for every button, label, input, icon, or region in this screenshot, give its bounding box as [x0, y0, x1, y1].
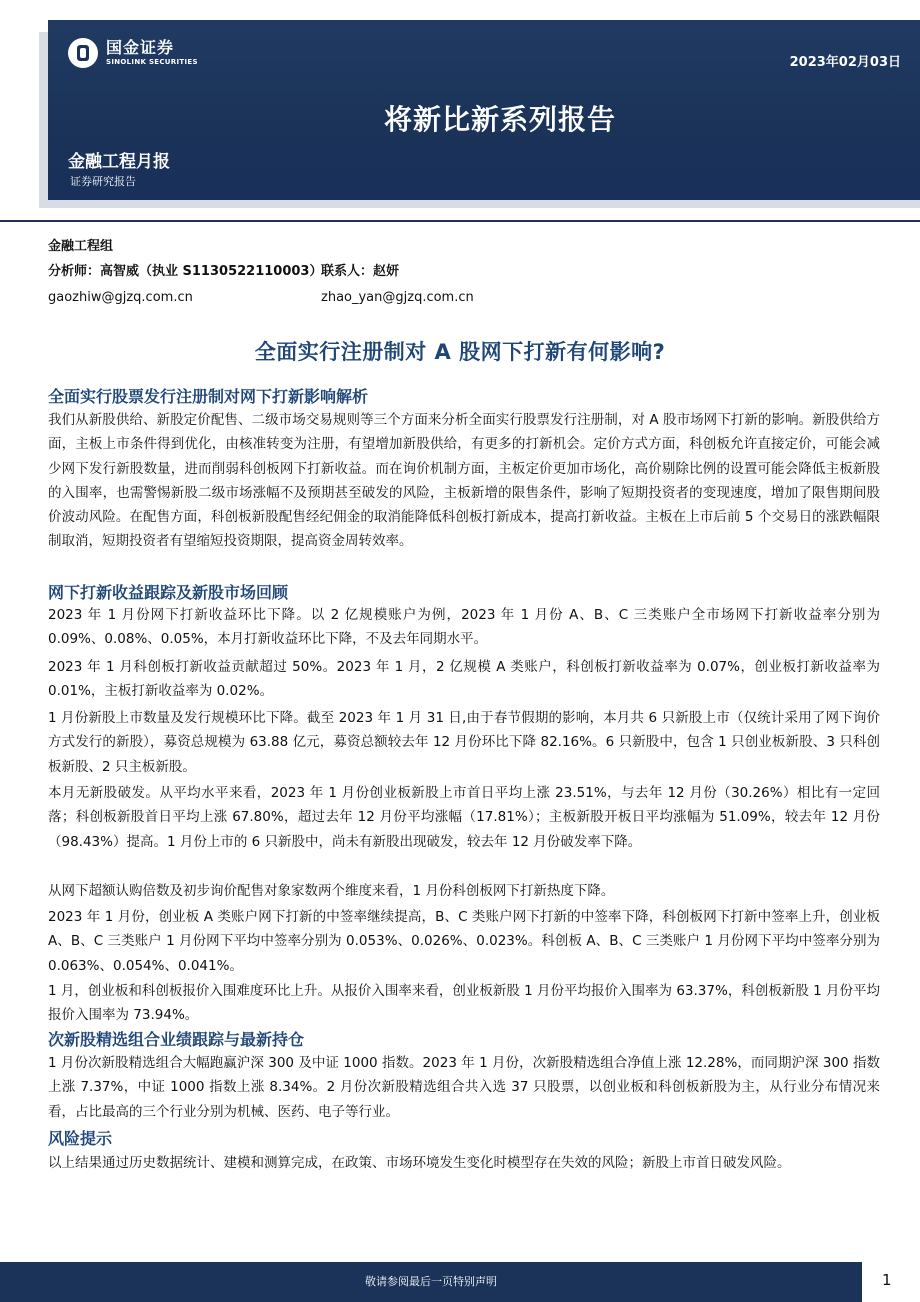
author-group: 金融工程组 [48, 239, 114, 254]
sinolink-logo-icon [68, 38, 98, 68]
paragraph-heat: 从网下超额认购倍数及初步询价配售对象家数两个维度来看，1 月份科创板网下打新热度下降。 [48, 883, 615, 899]
paragraph-portfolio: 1 月份次新股精选组合大幅跑赢沪深 300 及中证 1000 指数。2023 年 1 月份，次新股精选组合净值上涨 12.28%，而同期沪深 300 指数上涨 7.37%，中证 1000 指数上涨 8.34%。2 月份次新股精选组合共入选 37 只股票，以创业板和科创板新股为主，从行业分布情况来看，占比最高的三个行业分别为机械、医药、电子等行业。 [48, 1055, 880, 1120]
paragraph-risk: 以上结果通过历史数据统计、建模和测算完成，在政策、市场环境发生变化时模型存在失效的风险；新股上市首日破发风险。 [48, 1155, 791, 1171]
section-title-portfolio: 次新股精选组合业绩跟踪与最新持仓 [48, 1030, 305, 1049]
analyst-line: 分析师：高智威（执业 S1130522110003） [48, 264, 323, 279]
page-number: 1 [882, 1271, 892, 1289]
brand-name-cn: 国金证券 [106, 38, 175, 57]
paragraph-star-contribution: 2023 年 1 月科创板打新收益贡献超过 50%。2023 年 1 月，2 亿规模 A 类账户，科创板打新收益率为 0.07%，创业板打新收益率为 0.01%，主板打新收益率为 0.02%。 [48, 659, 880, 700]
report-header-banner [48, 20, 920, 200]
footer-bar [0, 1262, 862, 1302]
section-title-risk: 风险提示 [48, 1129, 113, 1148]
footer-disclaimer-note: 敬请参阅最后一页特别声明 [365, 1275, 497, 1288]
analyst-email: gaozhiw@gjzq.com.cn [48, 290, 193, 305]
report-subtype: 证券研究报告 [70, 175, 136, 188]
section-title-ipo-review: 网下打新收益跟踪及新股市场回顾 [48, 583, 289, 602]
report-main-title: 全面实行注册制对 A 股网下打新有何影响? [254, 340, 666, 364]
brand-logo [68, 38, 198, 68]
section-title-registration-impact: 全面实行股票发行注册制对网下打新影响解析 [48, 387, 369, 406]
header-divider [0, 220, 920, 222]
paragraph-first-day-gain: 本月无新股破发。从平均水平来看，2023 年 1 月份创业板新股上市首日平均上涨 23.51%，与去年 12 月份（30.26%）相比有一定回落；科创板新股首日平均上涨 67.80%，超过去年 12 月份平均涨幅（17.81%）；主板新股开板日平均涨幅为 51.09%，较去年 12 月份（98.43%）提高。1 月份上市的 6 只新股中，尚未有新股出现破发，较去年 12 月份破发率下降。 [48, 785, 880, 850]
paragraph-registration-impact: 我们从新股供给、新股定价配售、二级市场交易规则等三个方面来分析全面实行股票发行注册制，对 A 股市场网下打新的影响。新股供给方面，主板上市条件得到优化，由核准转变为注册，有望增加新股供给，有更多的打新机会。定价方式方面，科创板允许直接定价，可能会减少网下发行新股数量，进而削弱科创板网下打新收益。而在询价机制方面，主板定价更加市场化，高价剔除比例的设置可能会降低主板新股的入围率，也需警惕新股二级市场涨幅不及预期甚至破发的风险，主板新增的限售条件，影响了短期投资者的变现速度，增加了限售期间股价波动风险。在配售方面，科创板新股配售经纪佣金的取消能降低科创板打新成本，提高打新收益。主板在上市后前 5 个交易日的涨跌幅限制取消，短期投资者有望缩短投资期限，提高资金周转效率。 [48, 412, 880, 550]
paragraph-win-rate: 2023 年 1 月份，创业板 A 类账户网下打新的中签率继续提高，B、C 类账户网下打新的中签率下降，科创板网下打新中签率上升，创业板 A、B、C 三类账户 1 月份网下平均中签率分别为 0.053%、0.026%、0.023%。科创板 A、B、C 三类账户 1 月份网下平均中签率分别为 0.063%、0.054%、0.041%。 [48, 909, 880, 974]
brand-name-en: SINOLINK SECURITIES [106, 58, 198, 66]
series-title: 将新比新系列报告 [384, 103, 617, 136]
report-type: 金融工程月报 [68, 152, 170, 172]
paragraph-ipo-return: 2023 年 1 月份网下打新收益环比下降。以 2 亿规模账户为例，2023 年 1 月份 A、B、C 三类账户全市场网下打新收益率分别为 0.09%、0.08%、0.05%，本月打新收益环比下降，不及去年同期水平。 [48, 607, 880, 648]
paragraph-listing-volume: 1 月份新股上市数量及发行规模环比下降。截至 2023 年 1 月 31 日,由于春节假期的影响，本月共 6 只新股上市（仅统计采用了网下询价方式发行的新股），募资总规模为 63.88 亿元，募资总额较去年 12 月份环比下降 82.16%。6 只新股中，包含 1 只创业板新股、3 只科创板新股、2 只主板新股。 [48, 710, 880, 775]
paragraph-quote-rate: 1 月，创业板和科创板报价入围难度环比上升。从报价入围率来看，创业板新股 1 月份平均报价入围率为 63.37%，科创板新股 1 月份平均报价入围率为 73.94%。 [48, 983, 880, 1024]
report-date: 2023年02月03日 [789, 55, 901, 70]
contact-email: zhao_yan@gjzq.com.cn [321, 290, 474, 305]
contact-line: 联系人：赵妍 [321, 264, 400, 279]
